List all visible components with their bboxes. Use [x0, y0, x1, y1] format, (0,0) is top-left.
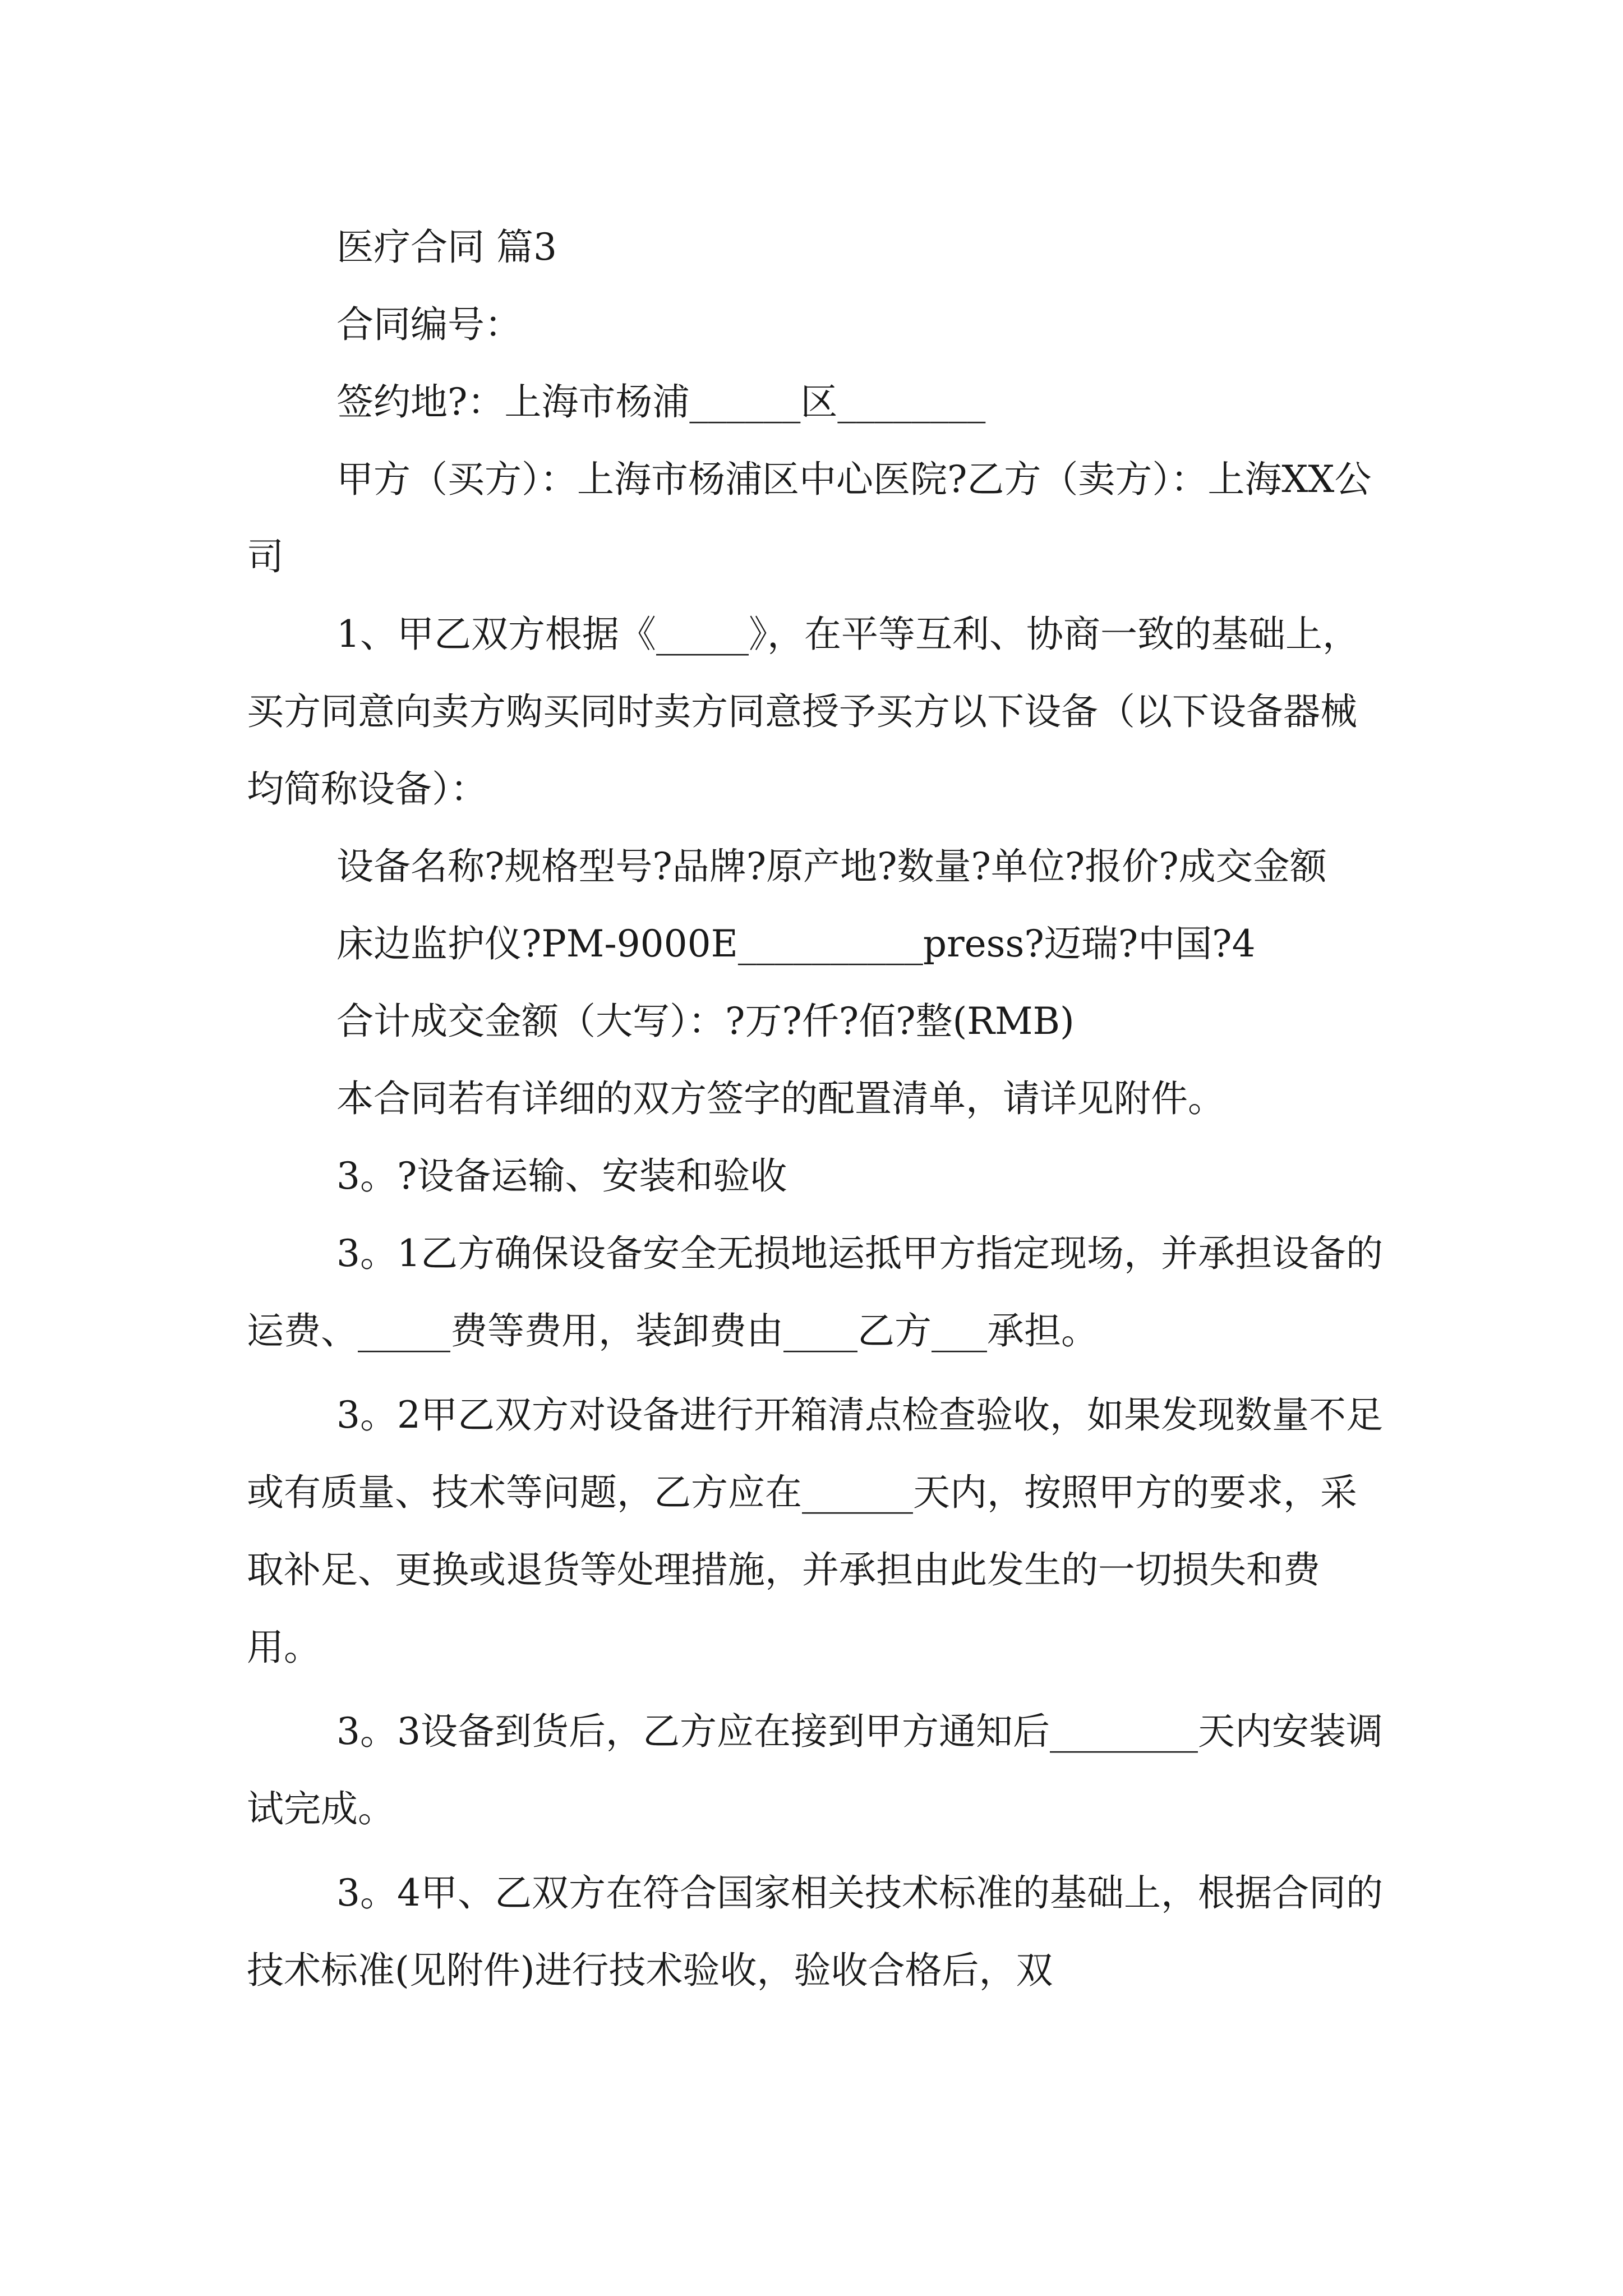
clause-3-2: 3。2甲乙双方对设备进行开箱清点检查验收，如果发现数量不足或有质量、技术等问题，乙方应在______天内，按照甲方的要求，采取补足、更换或退货等处理措施，并承担由此发生的一切损失和费用。: [247, 1393, 1383, 1669]
clause-3-4: 3。4甲、乙双方在符合国家相关技术标准的基础上，根据合同的技术标准(见附件)进行技术验收，验收合格后，双: [247, 1871, 1383, 1992]
signing-place-line: 签约地?：上海市杨浦______区________: [336, 380, 986, 424]
equipment-table-row: 床边监护仪?PM-9000E__________press?迈瑞?中国?4: [336, 922, 1256, 965]
parties-line: 甲方（买方）：上海市杨浦区中心医院?乙方（卖方）：上海XX公司: [247, 458, 1372, 578]
clause-3-1: 3。1乙方确保设备安全无损地运抵甲方指定现场，并承担设备的运费、_____费等费用，装卸费由____乙方___承担。: [247, 1232, 1383, 1352]
document-title: 医疗合同 篇3: [336, 226, 557, 269]
equipment-table-header: 设备名称?规格型号?品牌?原产地?数量?单位?报价?成交金额: [336, 845, 1327, 888]
section-3-heading: 3。?设备运输、安装和验收: [336, 1154, 787, 1198]
total-amount-line: 合计成交金额（大写）：?万?仟?佰?整(RMB): [336, 1000, 1075, 1043]
clause-1: 1、甲乙双方根据《_____》，在平等互利、协商一致的基础上，买方同意向卖方购买同时卖方同意授予买方以下设备（以下设备器械均简称设备）：: [247, 613, 1359, 811]
attachment-note: 本合同若有详细的双方签字的配置清单，请详见附件。: [336, 1077, 1225, 1120]
clause-3-3: 3。3设备到货后，乙方应在接到甲方通知后________天内安装调试完成。: [247, 1710, 1383, 1830]
contract-number-line: 合同编号：: [336, 303, 522, 346]
document-body: [247, 209, 1391, 2009]
